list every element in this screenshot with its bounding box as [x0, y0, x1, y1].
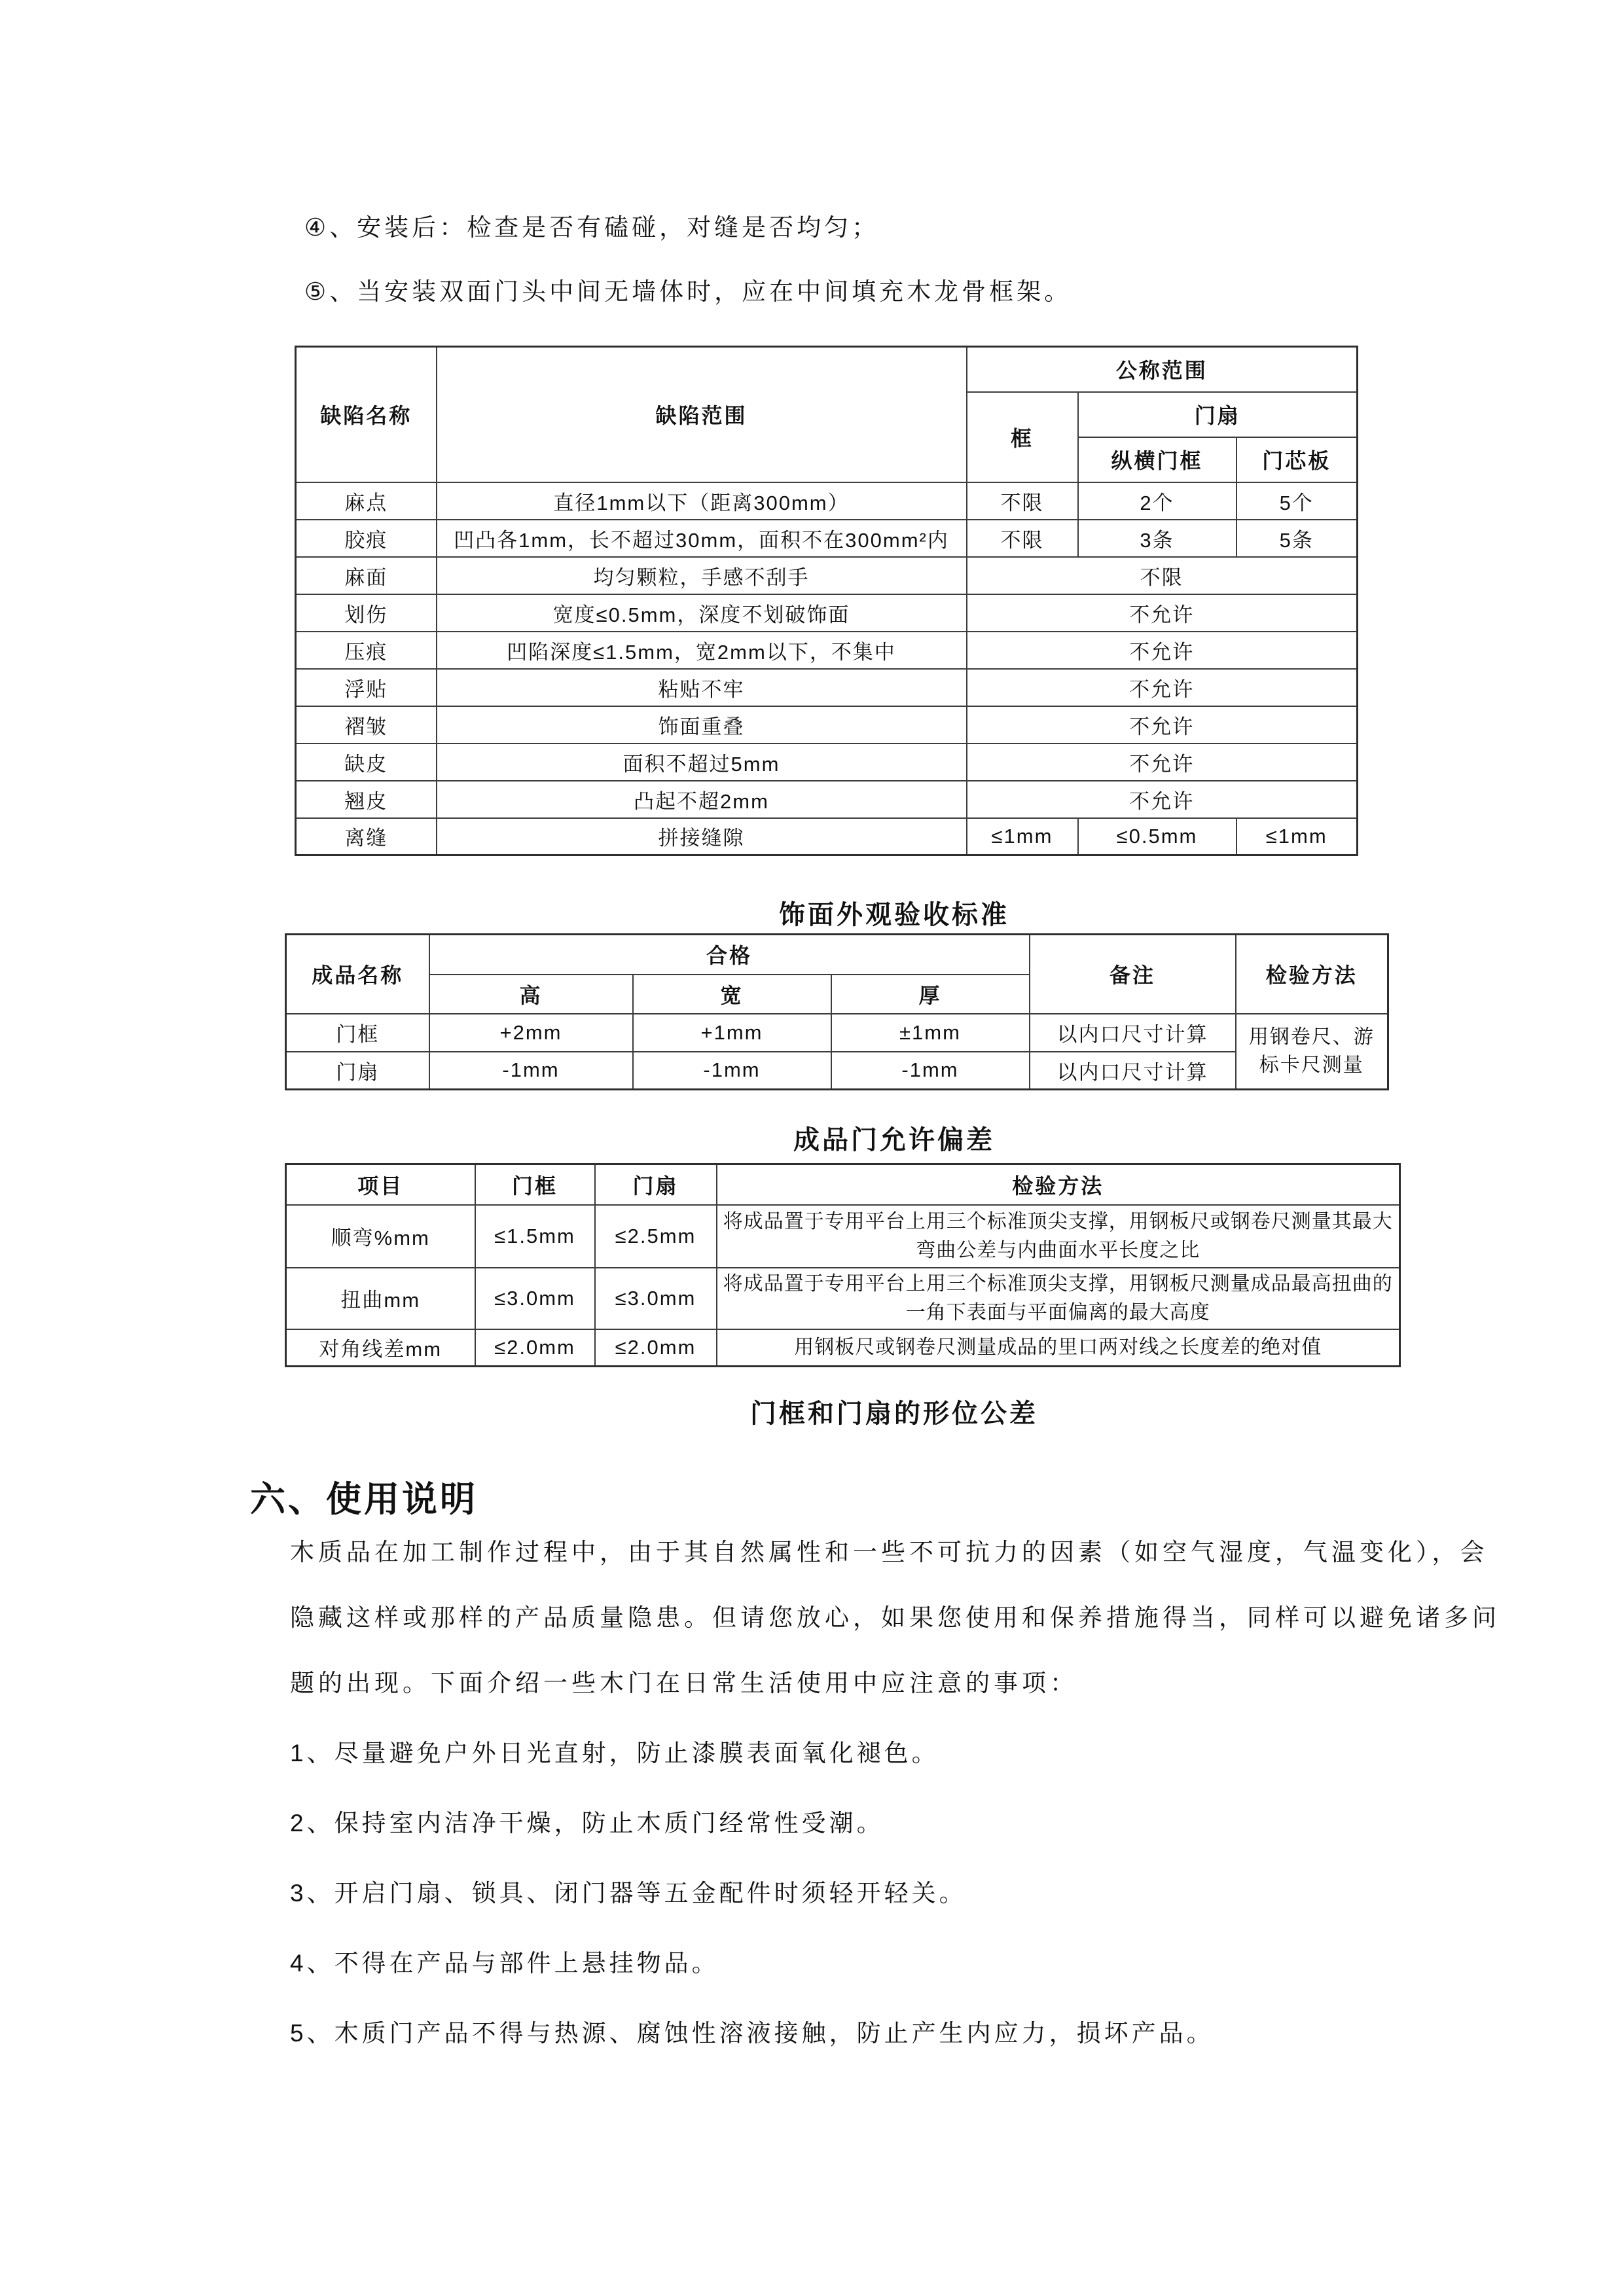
header-cell-door-leaf: 门扇 — [1078, 392, 1358, 437]
cell-thickness: -1mm — [831, 1052, 1030, 1090]
cell-defect-range: 饰面重叠 — [437, 706, 967, 744]
cell-thickness: ±1mm — [831, 1014, 1030, 1052]
install-step-4: ④、安装后：检查是否有磕碰，对缝是否均匀； — [304, 214, 880, 241]
cell-frame: ≤1mm — [967, 818, 1078, 855]
section-heading-usage: 六、使用说明 — [250, 1480, 478, 1519]
cell-method: 用钢板尺或钢卷尺测量成品的里口两对线之长度差的绝对值 — [717, 1329, 1400, 1367]
list-item: 3、开启门扇、锁具、闭门器等五金配件时须轻开轻关。 — [290, 1880, 967, 1907]
table-row — [286, 1268, 1400, 1329]
cell-defect-name: 麻点 — [296, 482, 437, 520]
table-row — [296, 781, 1358, 818]
cell-height: +2mm — [429, 1014, 633, 1052]
list-item: 1、尽量避免户外日光直射，防止漆膜表面氧化褪色。 — [290, 1740, 939, 1767]
cell-vh-frame: 2个 — [1078, 482, 1236, 520]
header-cell-remark: 备注 — [1030, 935, 1236, 1014]
table-row — [286, 1052, 1388, 1090]
paragraph-line: 木质品在加工制作过程中，由于其自然属性和一些不可抗力的因素（如空气湿度，气温变化），会 — [290, 1539, 1489, 1566]
table-row — [296, 594, 1358, 632]
header-cell-method: 检验方法 — [1236, 935, 1388, 1014]
install-step-5: ⑤、当安装双面门头中间无墙体时，应在中间填充木龙骨框架。 — [304, 278, 1072, 305]
header-cell-height: 高 — [429, 975, 633, 1014]
paragraph-line: 隐藏这样或那样的产品质量隐患。但请您放心，如果您使用和保养措施得当，同样可以避免诸多问 — [290, 1604, 1500, 1631]
cell-defect-name: 麻面 — [296, 557, 437, 594]
cell-height: -1mm — [429, 1052, 633, 1090]
cell-defect-name: 胶痕 — [296, 520, 437, 557]
cell-leaf: ≤3.0mm — [595, 1268, 717, 1329]
cell-item: 顺弯%mm — [286, 1205, 475, 1268]
cell-defect-range: 直径1mm以下（距离300mm） — [437, 482, 967, 520]
cell-defect-range: 粘贴不牢 — [437, 669, 967, 706]
cell-merged-value: 不允许 — [967, 706, 1358, 744]
cell-frame: ≤2.0mm — [475, 1329, 595, 1367]
header-cell-nominal-range: 公称范围 — [967, 347, 1358, 392]
header-cell-width: 宽 — [633, 975, 831, 1014]
finished-door-tolerance-table — [285, 933, 1389, 1090]
cell-defect-range: 宽度≤0.5mm，深度不划破饰面 — [437, 594, 967, 632]
table-row — [296, 520, 1358, 557]
defect-appearance-table — [295, 346, 1358, 856]
cell-core-board: 5个 — [1236, 482, 1358, 520]
table-caption: 门框和门扇的形位公差 — [750, 1399, 1038, 1428]
table-row — [286, 1014, 1388, 1052]
header-cell-vh-frame: 纵横门框 — [1078, 437, 1236, 482]
cell-frame: ≤3.0mm — [475, 1268, 595, 1329]
table-row — [286, 1329, 1400, 1367]
cell-leaf: ≤2.0mm — [595, 1329, 717, 1367]
list-item: 4、不得在产品与部件上悬挂物品。 — [290, 1950, 719, 1977]
table-row — [296, 818, 1358, 855]
header-cell-thickness: 厚 — [831, 975, 1030, 1014]
cell-vh-frame: ≤0.5mm — [1078, 818, 1236, 855]
cell-defect-name: 压痕 — [296, 632, 437, 669]
header-cell-frame: 框 — [967, 392, 1078, 482]
cell-merged-value: 不允许 — [967, 781, 1358, 818]
cell-defect-range: 拼接缝隙 — [437, 818, 967, 855]
header-cell-defect-name: 缺陷名称 — [296, 347, 437, 482]
table-row — [296, 706, 1358, 744]
cell-method: 将成品置于专用平台上用三个标准顶尖支撑，用钢板尺或钢卷尺测量其最大弯曲公差与内曲面水平长度之比 — [717, 1205, 1400, 1268]
header-cell-product-name: 成品名称 — [286, 935, 429, 1014]
header-cell-qualified: 合格 — [429, 935, 1030, 975]
cell-remark: 以内口尺寸计算 — [1030, 1014, 1236, 1052]
table-caption: 饰面外观验收标准 — [779, 901, 1009, 929]
cell-core-board: 5条 — [1236, 520, 1358, 557]
header-cell-method: 检验方法 — [717, 1164, 1400, 1205]
cell-method: 将成品置于专用平台上用三个标准顶尖支撑，用钢板尺测量成品最高扭曲的一角下表面与平面偏离的最大高度 — [717, 1268, 1400, 1329]
table-row — [296, 632, 1358, 669]
cell-leaf: ≤2.5mm — [595, 1205, 717, 1268]
usage-paragraph — [290, 1540, 1500, 1736]
paragraph-line: 题的出现。下面介绍一些木门在日常生活使用中应注意的事项： — [290, 1670, 1078, 1696]
cell-frame: ≤1.5mm — [475, 1205, 595, 1268]
cell-merged-value: 不允许 — [967, 632, 1358, 669]
table-row — [286, 1205, 1400, 1268]
table-caption: 成品门允许偏差 — [793, 1126, 995, 1155]
header-cell-frame: 门框 — [475, 1164, 595, 1205]
cell-defect-range: 均匀颗粒，手感不刮手 — [437, 557, 967, 594]
table-row — [296, 557, 1358, 594]
cell-defect-range: 凹陷深度≤1.5mm，宽2mm以下，不集中 — [437, 632, 967, 669]
cell-core-board: ≤1mm — [1236, 818, 1358, 855]
cell-width: +1mm — [633, 1014, 831, 1052]
table-row — [296, 744, 1358, 781]
cell-merged-value: 不允许 — [967, 744, 1358, 781]
header-cell-item: 项目 — [286, 1164, 475, 1205]
usage-notes-list — [290, 1741, 1214, 2091]
cell-vh-frame: 3条 — [1078, 520, 1236, 557]
cell-item: 扭曲mm — [286, 1268, 475, 1329]
cell-merged-value: 不允许 — [967, 669, 1358, 706]
cell-defect-range: 面积不超过5mm — [437, 744, 967, 781]
cell-product-name: 门扇 — [286, 1052, 429, 1090]
cell-remark: 以内口尺寸计算 — [1030, 1052, 1236, 1090]
list-item: 2、保持室内洁净干燥，防止木质门经常性受潮。 — [290, 1810, 884, 1837]
list-item: 5、木质门产品不得与热源、腐蚀性溶液接触，防止产生内应力，损坏产品。 — [290, 2020, 1214, 2047]
cell-frame: 不限 — [967, 520, 1078, 557]
table-row — [296, 482, 1358, 520]
cell-defect-name: 缺皮 — [296, 744, 437, 781]
cell-defect-range: 凹凸各1mm，长不超过30mm，面积不在300mm²内 — [437, 520, 967, 557]
cell-method-shared: 用钢卷尺、游标卡尺测量 — [1236, 1014, 1388, 1090]
header-cell-leaf: 门扇 — [595, 1164, 717, 1205]
header-cell-defect-range: 缺陷范围 — [437, 347, 967, 482]
cell-merged-value: 不限 — [967, 557, 1358, 594]
cell-merged-value: 不允许 — [967, 594, 1358, 632]
cell-defect-name: 褶皱 — [296, 706, 437, 744]
cell-defect-name: 翘皮 — [296, 781, 437, 818]
cell-defect-name: 浮贴 — [296, 669, 437, 706]
header-cell-core-board: 门芯板 — [1236, 437, 1358, 482]
cell-defect-range: 凸起不超2mm — [437, 781, 967, 818]
cell-width: -1mm — [633, 1052, 831, 1090]
cell-product-name: 门框 — [286, 1014, 429, 1052]
frame-leaf-position-tolerance-table — [285, 1163, 1401, 1367]
cell-item: 对角线差mm — [286, 1329, 475, 1367]
table-row — [296, 669, 1358, 706]
cell-defect-name: 划伤 — [296, 594, 437, 632]
cell-frame: 不限 — [967, 482, 1078, 520]
cell-defect-name: 离缝 — [296, 818, 437, 855]
